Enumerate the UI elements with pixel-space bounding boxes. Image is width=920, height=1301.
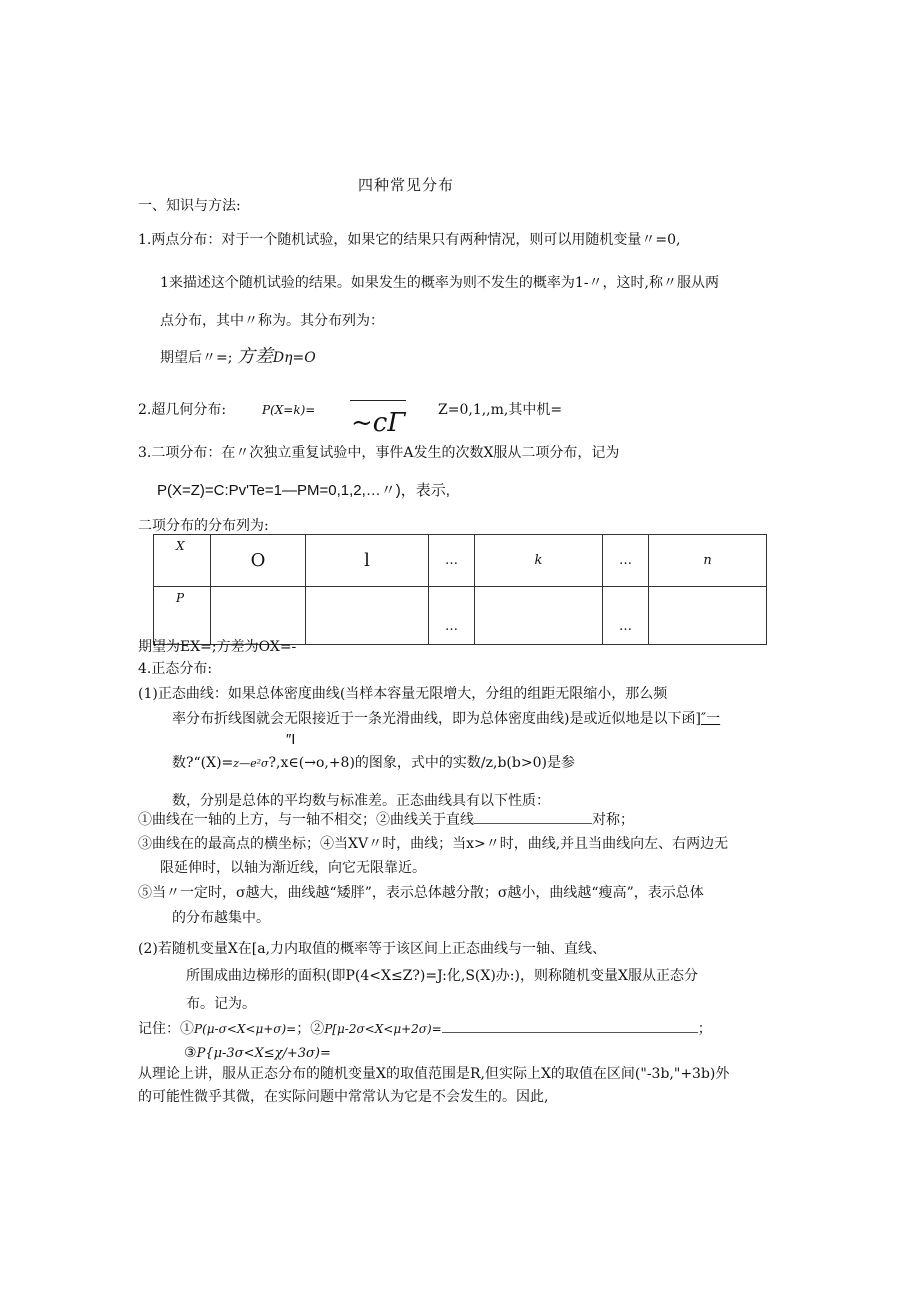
normal-curve-line-5: 数，分别是总体的平均数与标准差。正态曲线具有以下性质： [172, 793, 550, 809]
hypergeometric-rest: Z=0,1,,m,其中机= [438, 402, 563, 418]
table-cell [211, 587, 306, 645]
table-cell [306, 587, 429, 645]
hypergeometric-formula: P(X=k)= [262, 403, 316, 417]
final-line-2: 的可能性微乎其微，在实际问题中常常认为它是不会发生的。因此, [138, 1089, 549, 1105]
table-cell: O [211, 535, 306, 587]
density-prefix: 数?“(X)= [172, 755, 234, 771]
variance-formula: Dη=O [272, 350, 316, 366]
property-line-4: ⑤当〃一定时，σ越大，曲线越“矮胖”，表示总体越分散；σ越小，曲线越“瘦高”，表示总体 [138, 885, 704, 901]
normal-curve-text: 率分布折线图就会无限接近于一条光滑曲线，即为总体密度曲线)是或近似地是以下函] [172, 711, 701, 727]
binomial-moments: 期望为EX=;方差为OX=- [138, 639, 297, 655]
hypergeometric-denominator: ~cΓ [351, 408, 406, 438]
table-cell: n [649, 535, 767, 587]
two-point-moments [160, 346, 316, 368]
probability-1sigma: P(μ-σ<X<μ+σ)= [194, 1022, 297, 1036]
normal-curve-line-1: (1)正态曲线：如果总体密度曲线(当样本容量无限增大，分组的组距无限缩小，那么频 [138, 686, 668, 702]
normal-density-formula [172, 755, 575, 772]
definition-line-2: 所围成曲边梯形的面积(即P(4<X≤Z?)=J:化,S(X)办:)，则称随机变量X服从正态分 [186, 968, 698, 984]
table-cell: P [154, 587, 211, 645]
hypergeometric-label: 2.超几何分布: [138, 402, 227, 418]
property-line-3: 限延伸时，以轴为渐近线，向它无限靠近。 [160, 860, 426, 876]
property-line-2: ③曲线在的最高点的横坐标；④当XV〃时，曲线；当x>〃时，曲线,并且当曲线向左、右两边无 [138, 836, 729, 852]
normal-curve-line-2 [172, 711, 720, 728]
probability-2sigma: P[μ-2σ<X<μ+2σ)= [324, 1022, 442, 1036]
memorize-label: 记住：① [138, 1021, 194, 1037]
table-cell: X [154, 535, 211, 587]
formula-fragment: ″I [286, 731, 296, 748]
page-title: 四种常见分布 [358, 176, 455, 194]
binomial-table [153, 534, 767, 645]
density-suffix: ?,x∈(→o,+8)的图象，式中的实数∕z,b(b>0)是参 [268, 755, 575, 771]
variance-label: 方差 [236, 346, 273, 367]
two-point-line-2: 1来描述这个随机试验的结果。如果发生的概率为则不发生的概率为1-〃，这时,称〃服从两 [160, 275, 719, 291]
normal-heading: 4.正态分布: [138, 661, 213, 677]
fill-in-blank [474, 811, 592, 824]
table-cell: … [429, 587, 475, 645]
table-cell: l [306, 535, 429, 587]
table-cell: … [603, 587, 649, 645]
memorize-end: ； [697, 1021, 712, 1037]
fill-in-blank [442, 1020, 698, 1033]
density-exponent: z—e²σ [233, 757, 269, 770]
two-point-line-1: 1.两点分布：对于一个随机试验，如果它的结果只有两种情况，则可以用随机变量〃=0, [138, 232, 681, 248]
probability-3sigma: P{μ-3σ<X≤χ∕+3σ)= [196, 1046, 331, 1061]
property-line-5: 的分布越集中。 [172, 910, 270, 926]
property-line-1 [138, 811, 634, 829]
memorize-separator: ；② [296, 1021, 325, 1037]
table-cell: k [475, 535, 603, 587]
table-row-x [154, 535, 767, 587]
table-row-p [154, 587, 767, 645]
memorize-line-1 [138, 1020, 712, 1038]
definition-line-1: (2)若随机变量X在[a,力内取值的概率等于该区间上正态曲线与一轴、直线、 [138, 941, 607, 957]
table-cell: … [429, 535, 475, 587]
memorize-line-2 [184, 1045, 331, 1062]
table-cell: … [603, 535, 649, 587]
formula-fragment: ″一 [700, 711, 721, 727]
memorize-label: ③ [184, 1045, 197, 1061]
table-cell [475, 587, 603, 645]
expectation-text: 期望后〃=; [160, 350, 233, 366]
two-point-line-3: 点分布，其中〃称为。其分布列为： [160, 313, 384, 329]
binomial-line-1: 3.二项分布：在〃次独立重复试验中，事件A发生的次数X服从二项分布，记为 [138, 445, 620, 461]
property-text: ①曲线在一轴的上方，与一轴不相交；②曲线关于直线 [138, 812, 474, 828]
fraction-bar [350, 400, 406, 401]
section-heading: 一、知识与方法: [138, 198, 241, 214]
table-intro: 二项分布的分布列为: [138, 518, 269, 534]
final-line-1: 从理论上讲，服从正态分布的随机变量X的取值范围是R,但实际上X的取值在区间("-3b,"+3b)外 [138, 1066, 730, 1082]
binomial-formula: P(X=Z)=C:Pv'Te=1—PM=0,1,2,…〃)，表示, [157, 482, 450, 499]
table-cell [649, 587, 767, 645]
definition-line-3: 布。记为。 [186, 996, 256, 1012]
property-text: 对称； [592, 812, 634, 828]
